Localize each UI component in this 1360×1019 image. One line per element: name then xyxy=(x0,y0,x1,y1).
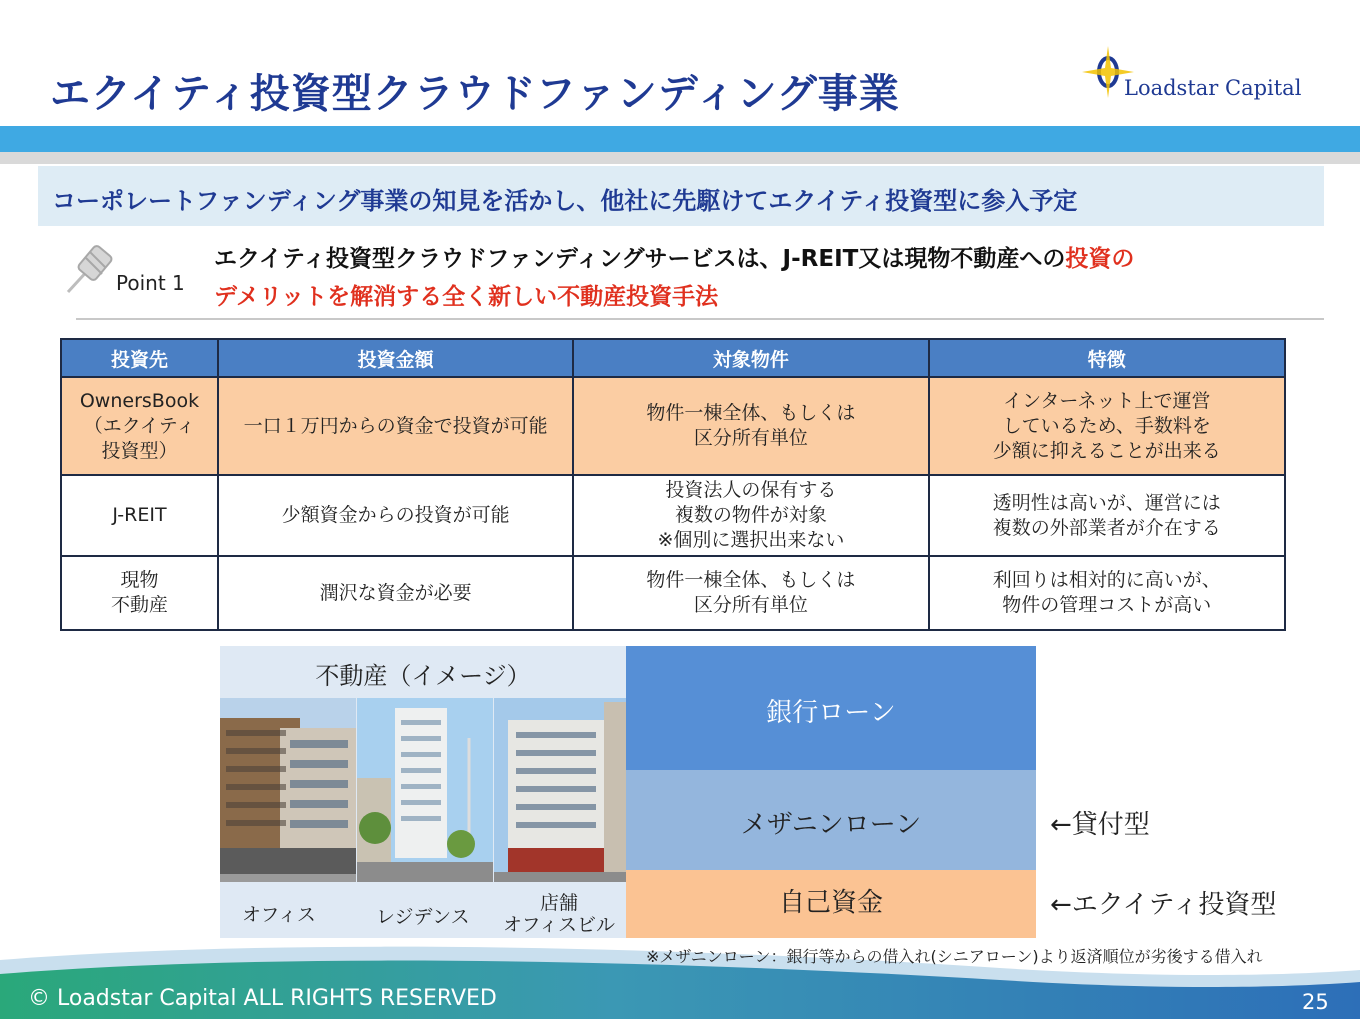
cell-amount: 潤沢な資金が必要 xyxy=(218,556,573,630)
table-row xyxy=(61,556,1285,630)
subheading-box xyxy=(38,166,1324,226)
table-header-row xyxy=(61,339,1285,377)
cell-feature: 利回りは相対的に高いが、 物件の管理コストが高い xyxy=(929,556,1285,630)
equity-block xyxy=(626,870,1036,938)
cell-target: J-REIT xyxy=(61,475,218,556)
page-number: 25 xyxy=(1302,990,1329,1014)
cell-amount: 一口１万円からの資金で投資が可能 xyxy=(218,377,573,475)
subheading-text: コーポレートファンディング事業の知見を活かし、他社に先駆けてエクイティ投資型に参入予定 xyxy=(52,187,1078,215)
header-amount: 投資金額 xyxy=(218,339,573,377)
header-band-shadow xyxy=(0,152,1360,164)
caption-office: オフィス xyxy=(242,904,316,926)
mezzanine-footnote: ※メザニンローン：銀行等からの借入れ(シニアローン)より返済順位が劣後する借入れ xyxy=(646,947,1263,966)
company-logo xyxy=(1078,42,1338,112)
copyright-text: © Loadstar Capital ALL RIGHTS RESERVED xyxy=(28,986,497,1011)
header-band xyxy=(0,126,1360,152)
page-title: エクイティ投資型クラウドファンディング事業 xyxy=(50,71,900,117)
real-estate-panel xyxy=(220,646,626,938)
point-line1: エクイティ投資型クラウドファンディングサービスは、J-REIT又は現物不動産への xyxy=(214,246,1066,272)
cell-property: 投資法人の保有する 複数の物件が対象 ※個別に選択出来ない xyxy=(573,475,928,556)
caption-shop: 店舗 オフィスビル xyxy=(503,892,615,936)
point-badge xyxy=(64,240,194,300)
lending-type-label: ←貸付型 xyxy=(1050,810,1150,840)
point-statement xyxy=(214,240,1314,316)
residence-building-image xyxy=(357,698,493,882)
table-row xyxy=(61,377,1285,475)
table-row xyxy=(61,475,1285,556)
comparison-table xyxy=(60,338,1286,631)
real-estate-title: 不動産（イメージ） xyxy=(315,662,531,690)
pushpin-icon xyxy=(64,240,120,296)
caption-residence: レジデンス xyxy=(376,906,470,928)
cell-target: OwnersBook （エクイティ 投資型） xyxy=(61,377,218,475)
header-target: 投資先 xyxy=(61,339,218,377)
equity-type-label: ←エクイティ投資型 xyxy=(1050,890,1277,920)
office-building-image xyxy=(220,698,356,882)
mezzanine-loan-label: メザニンローン xyxy=(740,810,922,840)
cell-amount: 少額資金からの投資が可能 xyxy=(218,475,573,556)
cell-feature: 透明性は高いが、運営には 複数の外部業者が介在する xyxy=(929,475,1285,556)
point-line1-highlight: 投資の xyxy=(1065,246,1135,272)
header-property: 対象物件 xyxy=(573,339,928,377)
cell-feature: インターネット上で運営 しているため、手数料を 少額に抑えることが出来る xyxy=(929,377,1285,475)
cell-property: 物件一棟全体、もしくは 区分所有単位 xyxy=(573,377,928,475)
section-divider xyxy=(76,318,1324,320)
logo-text: Loadstar Capital xyxy=(1124,76,1302,100)
shop-office-building-image xyxy=(494,698,626,882)
bank-loan-block xyxy=(626,646,1036,770)
mezzanine-loan-block xyxy=(626,770,1036,870)
bank-loan-label: 銀行ローン xyxy=(766,698,896,728)
point-line2-highlight: デメリットを解消する全く新しい不動産投資手法 xyxy=(214,284,719,310)
equity-label: 自己資金 xyxy=(778,888,883,918)
cell-target: 現物 不動産 xyxy=(61,556,218,630)
header-feature: 特徴 xyxy=(929,339,1285,377)
point-label: Point 1 xyxy=(116,271,185,295)
cell-property: 物件一棟全体、もしくは 区分所有単位 xyxy=(573,556,928,630)
